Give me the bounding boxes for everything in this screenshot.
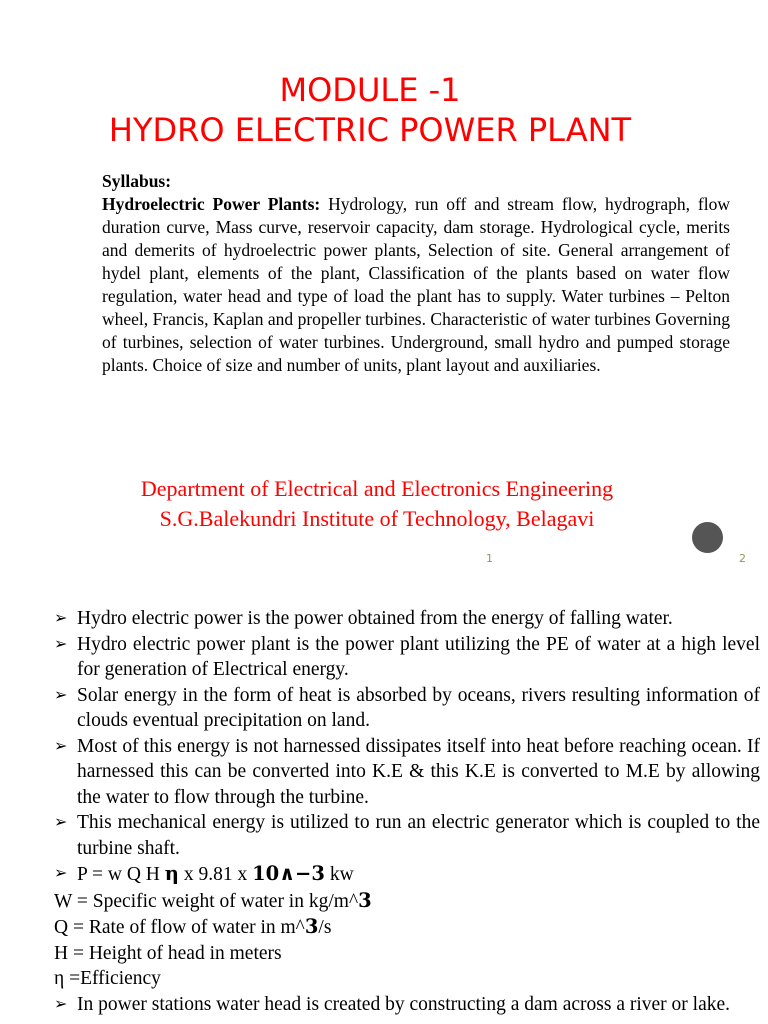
definition-q [54,914,760,941]
page-number-1: 1 [486,552,493,565]
arrow-bullet-icon: ➢ [54,737,68,755]
arrow-bullet-icon: ➢ [54,686,68,704]
definition-exponent: 3 [358,888,372,912]
bullet-item [54,810,760,861]
definition-text: Q = Rate of flow of water in m^ [54,917,305,938]
arrow-bullet-icon: ➢ [54,814,68,831]
definition-text: W = Specific weight of water in kg/m^ [54,890,359,912]
bullet-text: Hydro electric power is the power obtained from the energy of falling water. [77,608,673,629]
bullet-item [54,632,760,683]
definition-unit: /s [318,917,332,938]
bullet-item [54,606,760,632]
bullet-item [54,734,760,811]
bullet-text: Hydro electric power plant is the power plant utilizing the PE of water at a high level for generation of Electrical energy. [77,633,760,680]
syllabus-heading: Syllabus: [102,171,172,191]
module-number: MODULE -1 [279,71,461,109]
formula-exponent: 10∧−3 [252,862,325,885]
definition-w [54,888,760,915]
formula-part: x 9.81 x [178,864,253,885]
bullet-text: Solar energy in the form of heat is absorbed by oceans, rivers resulting information of clouds eventual precipitation on land. [77,684,760,731]
institute-name: S.G.Balekundri Institute of Technology, Belagavi [159,506,595,531]
bullet-item [54,992,760,1018]
slide-marker-dot [692,522,723,553]
bullet-text: This mechanical energy is utilized to run an electric generator which is coupled to the turbine shaft. [77,812,760,859]
definition-h: H = Height of head in meters [54,942,282,964]
arrow-bullet-icon: ➢ [54,610,68,627]
formula-unit: kw [324,864,354,885]
department-block [0,474,754,534]
syllabus-lead: Hydroelectric Power Plants: [102,194,321,214]
formula-eta: η [164,862,179,885]
bullet-text: In power stations water head is created by constructing a dam across a river or lake. [77,993,731,1015]
arrow-bullet-icon: ➢ [54,865,68,882]
definition-eta: η =Efficiency [54,968,161,989]
bullet-item [54,683,760,734]
power-formula [54,861,760,888]
syllabus-body: Hydrology, run off and stream flow, hydrograph, flow duration curve, Mass curve, reservoir capacity, dam storage. Hydrological cycle, merits and demerits of hydroelectric power plants, Selection of site. General arrangement of hydel plant, elements of the plant, Classification of the plants based on water flow regulation, water head and type of load the plant has to supply. Water turbines – Pelton wheel, Francis, Kaplan and propeller turbines. Characteristic of water turbines Governing of turbines, selection of water turbines. Underground, small hydro and pumped storage plants. Choice of size and number of units, plant layout and auxiliaries. [102,194,730,375]
slide-content [54,606,760,1017]
syllabus-block [102,170,730,377]
arrow-bullet-icon: ➢ [54,995,68,1013]
page-number-2: 2 [739,552,746,565]
arrow-bullet-icon: ➢ [54,635,68,653]
formula-part: P = w Q H [77,864,165,885]
bullet-text: Most of this energy is not harnessed dissipates itself into heat before reaching ocean. If harnessed this can be converted into K.E & this K.E is converted to M.E by allowing the water to flow through the turbine. [77,735,760,808]
department-name: Department of Electrical and Electronics Engineering [140,476,614,501]
module-title [0,70,740,150]
definition-exponent: 3 [304,915,319,938]
module-heading: HYDRO ELECTRIC POWER PLANT [108,111,632,149]
